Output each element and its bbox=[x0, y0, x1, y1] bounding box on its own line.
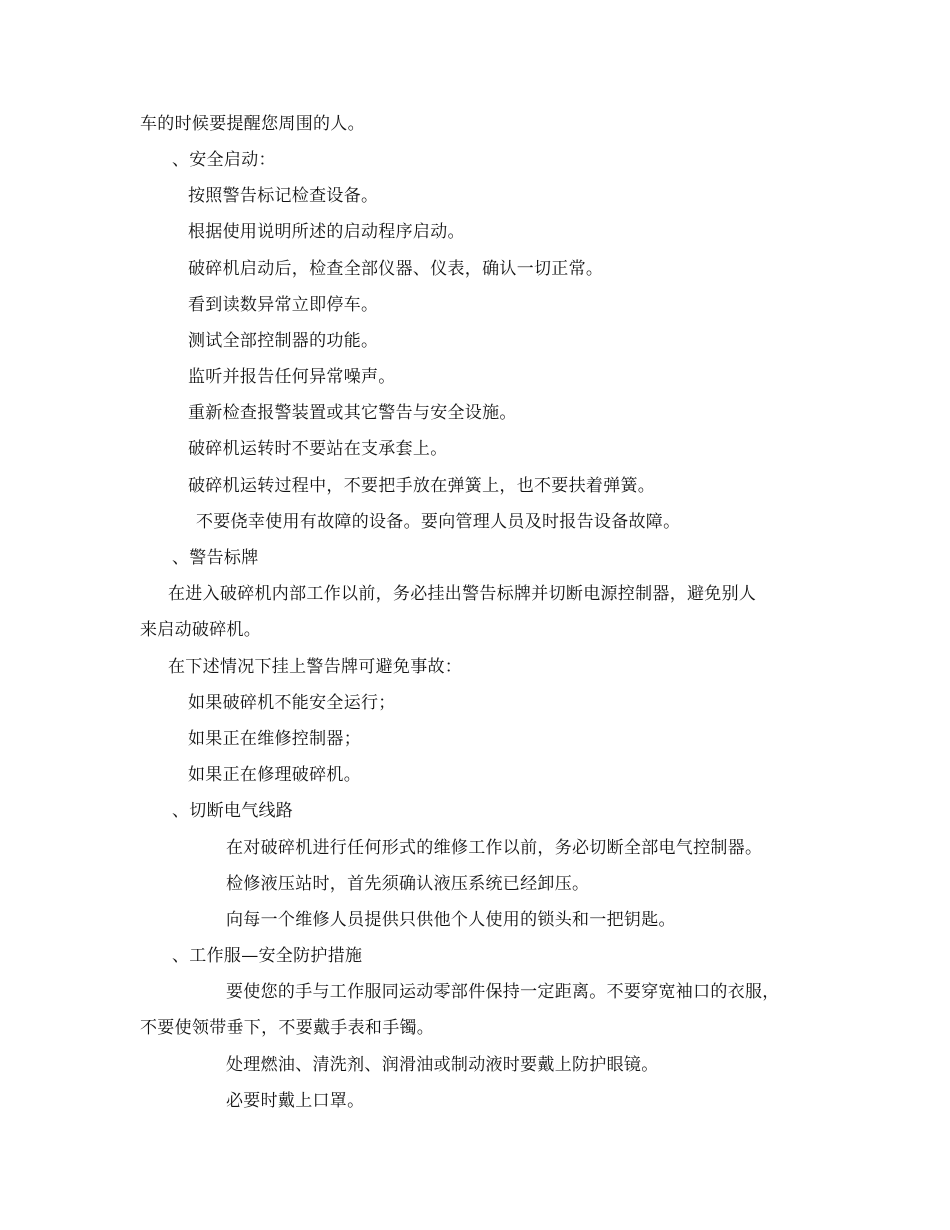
paragraph-line: 要使您的手与工作服同运动零部件保持一定距离。不要穿宽袖口的衣服， bbox=[226, 982, 780, 1002]
list-item: 处理燃油、清洗剂、润滑油或制动液时要戴上防护眼镜。 bbox=[226, 1055, 659, 1075]
paragraph-line: 在下述情况下挂上警告牌可避免事故： bbox=[168, 657, 463, 677]
paragraph-line: 在进入破碎机内部工作以前，务必挂出警告标牌并切断电源控制器，避免别人 bbox=[168, 584, 757, 604]
list-item: 破碎机运转时不要站在支承套上。 bbox=[188, 439, 448, 459]
section-heading: 、安全启动： bbox=[172, 150, 276, 170]
list-item: 监听并报告任何异常噪声。 bbox=[188, 367, 396, 387]
list-item: 测试全部控制器的功能。 bbox=[188, 331, 379, 351]
section-heading: 、切断电气线路 bbox=[172, 801, 294, 821]
text-line: 车的时候要提醒您周围的人。 bbox=[140, 114, 365, 134]
list-item: 如果正在修理破碎机。 bbox=[188, 765, 361, 785]
list-item: 如果破碎机不能安全运行； bbox=[188, 693, 396, 713]
list-item: 根据使用说明所述的启动程序启动。 bbox=[188, 222, 465, 242]
section-heading: 、警告标牌 bbox=[172, 548, 259, 568]
list-item: 如果正在维修控制器； bbox=[188, 729, 361, 749]
list-item: 不要侥幸使用有故障的设备。要向管理人员及时报告设备故障。 bbox=[196, 512, 681, 532]
list-item: 在对破碎机进行任何形式的维修工作以前，务必切断全部电气控制器。 bbox=[226, 838, 763, 858]
list-item: 重新检查报警装置或其它警告与安全设施。 bbox=[188, 403, 517, 423]
section-heading: 、工作服—安全防护措施 bbox=[172, 946, 363, 966]
list-item: 看到读数异常立即停车。 bbox=[188, 295, 379, 315]
list-item: 检修液压站时，首先须确认液压系统已经卸压。 bbox=[226, 874, 590, 894]
paragraph-line: 不要使领带垂下，不要戴手表和手镯。 bbox=[140, 1018, 435, 1038]
list-item: 破碎机启动后，检查全部仪器、仪表，确认一切正常。 bbox=[188, 259, 604, 279]
list-item: 向每一个维修人员提供只供他个人使用的锁头和一把钥匙。 bbox=[226, 910, 676, 930]
list-item: 按照警告标记检查设备。 bbox=[188, 186, 379, 206]
list-item: 必要时戴上口罩。 bbox=[226, 1091, 365, 1111]
paragraph-line: 来启动破碎机。 bbox=[140, 620, 262, 640]
list-item: 破碎机运转过程中，不要把手放在弹簧上，也不要扶着弹簧。 bbox=[188, 476, 656, 496]
